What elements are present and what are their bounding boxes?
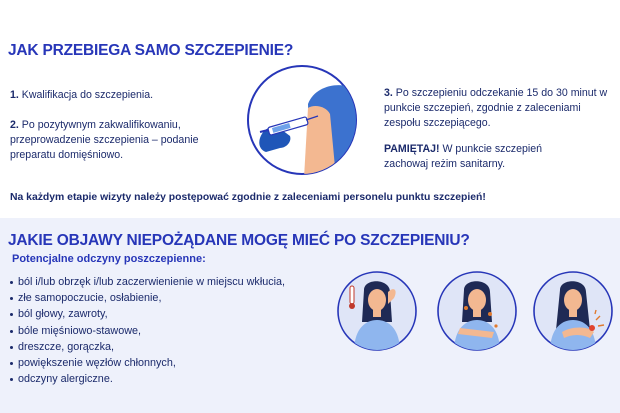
list-item: powiększenie węzłów chłonnych, [10, 355, 285, 371]
section2-subtitle: Potencjalne odczyny poszczepienne: [12, 253, 206, 265]
list-item: złe samopoczucie, osłabienie, [10, 290, 285, 306]
visit-note: Na każdym etapie wizyty należy postępować zgodnie z zaleceniami personelu punktu szczepień! [10, 192, 486, 203]
remember-note [384, 142, 584, 172]
remember-text: W punkcie szczepień zachowaj reżim sanitarny. [384, 143, 542, 170]
step-2 [10, 118, 232, 163]
arm-pain-illustration [532, 270, 614, 352]
step-3-text: Po szczepieniu odczekanie 15 do 30 minut w punkcie szczepień, zgodnie z zaleceniami zespołu szczepiącego. [384, 87, 608, 129]
step-3-number: 3. [384, 87, 393, 99]
chills-illustration [436, 270, 518, 352]
step-1 [10, 88, 240, 103]
step-1-number: 1. [10, 89, 19, 101]
step-2-text: Po pozytywnym zakwalifikowaniu, przeprowadzenie szczepienia – podanie preparatu domięśniowo. [10, 119, 199, 161]
list-item: ból głowy, zawroty, [10, 306, 285, 322]
section2-title: JAKIE OBJAWY NIEPOŻĄDANE MOGĘ MIEĆ PO SZCZEPIENIU? [8, 232, 470, 249]
fever-illustration [336, 270, 418, 352]
step-2-number: 2. [10, 119, 19, 131]
list-item: odczyny alergiczne. [10, 371, 285, 387]
step-3 [384, 86, 612, 131]
remember-label: PAMIĘTAJ! [384, 143, 440, 155]
list-item: ból i/lub obrzęk i/lub zaczerwienienie w miejscu wkłucia, [10, 274, 285, 290]
step-1-text: Kwalifikacja do szczepienia. [21, 89, 154, 101]
side-effects-list [10, 274, 285, 387]
list-item: bóle mięśniowo-stawowe, [10, 323, 285, 339]
list-item: dreszcze, gorączka, [10, 339, 285, 355]
vaccination-illustration [246, 64, 358, 176]
section1-title: JAK PRZEBIEGA SAMO SZCZEPIENIE? [8, 42, 294, 59]
